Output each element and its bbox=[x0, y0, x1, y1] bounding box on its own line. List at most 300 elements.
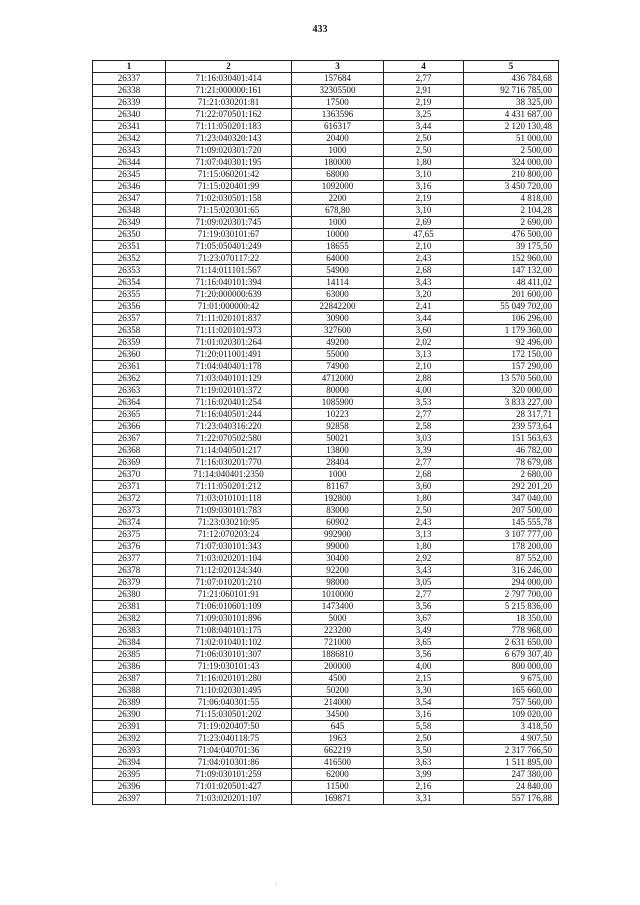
area-cell: 1085900 bbox=[292, 397, 384, 409]
table-row bbox=[93, 313, 559, 325]
value-cell: 320 000,00 bbox=[464, 385, 559, 397]
value-cell: 5 215 836,00 bbox=[464, 601, 559, 613]
rate-cell: 2,50 bbox=[384, 133, 464, 145]
area-cell: 1000 bbox=[292, 469, 384, 481]
table-row bbox=[93, 409, 559, 421]
cadastral-number-cell: 71:15:030501:202 bbox=[166, 709, 292, 721]
row-number-cell: 26356 bbox=[93, 301, 166, 313]
cadastral-number-cell: 71:06:040301:55 bbox=[166, 697, 292, 709]
table-row bbox=[93, 697, 559, 709]
area-cell: 678,80 bbox=[292, 205, 384, 217]
rate-cell: 2,43 bbox=[384, 517, 464, 529]
table-row bbox=[93, 469, 559, 481]
table-row bbox=[93, 241, 559, 253]
cadastral-number-cell: 71:21:000000:161 bbox=[166, 85, 292, 97]
row-number-cell: 26339 bbox=[93, 97, 166, 109]
table-row bbox=[93, 157, 559, 169]
area-cell: 4500 bbox=[292, 673, 384, 685]
value-cell: 476 500,00 bbox=[464, 229, 559, 241]
rate-cell: 1,80 bbox=[384, 157, 464, 169]
cadastral-number-cell: 71:22:070501:162 bbox=[166, 109, 292, 121]
row-number-cell: 26376 bbox=[93, 541, 166, 553]
row-number-cell: 26360 bbox=[93, 349, 166, 361]
cadastral-number-cell: 71:23:040316:220 bbox=[166, 421, 292, 433]
value-cell: 6 679 307,40 bbox=[464, 649, 559, 661]
cadastral-number-cell: 71:12:070203:24 bbox=[166, 529, 292, 541]
table-row bbox=[93, 301, 559, 313]
table-row bbox=[93, 373, 559, 385]
rate-cell: 3,53 bbox=[384, 397, 464, 409]
area-cell: 4712000 bbox=[292, 373, 384, 385]
row-number-cell: 26358 bbox=[93, 325, 166, 337]
rate-cell: 2,43 bbox=[384, 253, 464, 265]
rate-cell: 2,16 bbox=[384, 781, 464, 793]
value-cell: 152 960,00 bbox=[464, 253, 559, 265]
cadastral-number-cell: 71:04:040401:178 bbox=[166, 361, 292, 373]
rate-cell: 2,77 bbox=[384, 589, 464, 601]
value-cell: 3 833 227,00 bbox=[464, 397, 559, 409]
rate-cell: 2,19 bbox=[384, 193, 464, 205]
area-cell: 180000 bbox=[292, 157, 384, 169]
table-row bbox=[93, 229, 559, 241]
rate-cell: 2,68 bbox=[384, 265, 464, 277]
row-number-cell: 26338 bbox=[93, 85, 166, 97]
cadastral-number-cell: 71:21:030201:81 bbox=[166, 97, 292, 109]
rate-cell: 47,65 bbox=[384, 229, 464, 241]
row-number-cell: 26353 bbox=[93, 265, 166, 277]
value-cell: 13 570 560,00 bbox=[464, 373, 559, 385]
area-cell: 416500 bbox=[292, 757, 384, 769]
value-cell: 178 200,00 bbox=[464, 541, 559, 553]
area-cell: 68000 bbox=[292, 169, 384, 181]
cadastral-number-cell: 71:16:030401:414 bbox=[166, 73, 292, 85]
area-cell: 1363596 bbox=[292, 109, 384, 121]
rate-cell: 3,13 bbox=[384, 529, 464, 541]
area-cell: 99000 bbox=[292, 541, 384, 553]
table-row bbox=[93, 481, 559, 493]
table-row bbox=[93, 733, 559, 745]
rate-cell: 3,16 bbox=[384, 181, 464, 193]
table-row bbox=[93, 601, 559, 613]
row-number-cell: 26367 bbox=[93, 433, 166, 445]
row-number-cell: 26369 bbox=[93, 457, 166, 469]
column-header: 2 bbox=[166, 61, 292, 73]
value-cell: 92 496,00 bbox=[464, 337, 559, 349]
area-cell: 214000 bbox=[292, 697, 384, 709]
table-row bbox=[93, 493, 559, 505]
row-number-cell: 26379 bbox=[93, 577, 166, 589]
rate-cell: 3,50 bbox=[384, 745, 464, 757]
table-row bbox=[93, 145, 559, 157]
value-cell: 210 800,00 bbox=[464, 169, 559, 181]
area-cell: 60902 bbox=[292, 517, 384, 529]
table-row bbox=[93, 781, 559, 793]
row-number-cell: 26362 bbox=[93, 373, 166, 385]
rate-cell: 2,10 bbox=[384, 361, 464, 373]
table-row bbox=[93, 385, 559, 397]
row-number-cell: 26397 bbox=[93, 793, 166, 805]
value-cell: 2 690,00 bbox=[464, 217, 559, 229]
area-cell: 1092000 bbox=[292, 181, 384, 193]
rate-cell: 3,54 bbox=[384, 697, 464, 709]
cadastral-number-cell: 71:07:030101:343 bbox=[166, 541, 292, 553]
rate-cell: 2,91 bbox=[384, 85, 464, 97]
value-cell: 38 325,00 bbox=[464, 97, 559, 109]
row-number-cell: 26383 bbox=[93, 625, 166, 637]
row-number-cell: 26345 bbox=[93, 169, 166, 181]
cadastral-value-table bbox=[92, 60, 559, 805]
value-cell: 239 573,64 bbox=[464, 421, 559, 433]
cadastral-number-cell: 71:11:020101:973 bbox=[166, 325, 292, 337]
table-row bbox=[93, 649, 559, 661]
value-cell: 147 132,00 bbox=[464, 265, 559, 277]
rate-cell: 2,69 bbox=[384, 217, 464, 229]
area-cell: 721000 bbox=[292, 637, 384, 649]
area-cell: 616317 bbox=[292, 121, 384, 133]
rate-cell: 3,65 bbox=[384, 637, 464, 649]
rate-cell: 3,20 bbox=[384, 289, 464, 301]
row-number-cell: 26370 bbox=[93, 469, 166, 481]
area-cell: 10223 bbox=[292, 409, 384, 421]
row-number-cell: 26342 bbox=[93, 133, 166, 145]
cadastral-number-cell: 71:07:010201:210 bbox=[166, 577, 292, 589]
cadastral-number-cell: 71:02:030501:158 bbox=[166, 193, 292, 205]
row-number-cell: 26393 bbox=[93, 745, 166, 757]
row-number-cell: 26396 bbox=[93, 781, 166, 793]
cadastral-number-cell: 71:03:020201:104 bbox=[166, 553, 292, 565]
row-number-cell: 26347 bbox=[93, 193, 166, 205]
table-row bbox=[93, 73, 559, 85]
cadastral-number-cell: 71:14:011101:567 bbox=[166, 265, 292, 277]
table-row bbox=[93, 517, 559, 529]
value-cell: 4 907,50 bbox=[464, 733, 559, 745]
rate-cell: 5,58 bbox=[384, 721, 464, 733]
area-cell: 80000 bbox=[292, 385, 384, 397]
rate-cell: 2,02 bbox=[384, 337, 464, 349]
table-header-row bbox=[93, 61, 559, 73]
value-cell: 4 818,00 bbox=[464, 193, 559, 205]
rate-cell: 2,88 bbox=[384, 373, 464, 385]
cadastral-number-cell: 71:06:030101:307 bbox=[166, 649, 292, 661]
area-cell: 83000 bbox=[292, 505, 384, 517]
value-cell: 1 511 895,00 bbox=[464, 757, 559, 769]
value-cell: 151 563,63 bbox=[464, 433, 559, 445]
area-cell: 1473400 bbox=[292, 601, 384, 613]
cadastral-number-cell: 71:11:050201:183 bbox=[166, 121, 292, 133]
area-cell: 62000 bbox=[292, 769, 384, 781]
table-row bbox=[93, 685, 559, 697]
area-cell: 11500 bbox=[292, 781, 384, 793]
rate-cell: 3,63 bbox=[384, 757, 464, 769]
value-cell: 87 552,00 bbox=[464, 553, 559, 565]
row-number-cell: 26364 bbox=[93, 397, 166, 409]
table-row bbox=[93, 445, 559, 457]
cadastral-number-cell: 71:09:020301:720 bbox=[166, 145, 292, 157]
row-number-cell: 26372 bbox=[93, 493, 166, 505]
cadastral-number-cell: 71:23:040118:75 bbox=[166, 733, 292, 745]
cadastral-number-cell: 71:12:020124:340 bbox=[166, 565, 292, 577]
value-cell: 557 176,88 bbox=[464, 793, 559, 805]
area-cell: 5000 bbox=[292, 613, 384, 625]
area-cell: 662219 bbox=[292, 745, 384, 757]
cadastral-number-cell: 71:01:020301:264 bbox=[166, 337, 292, 349]
area-cell: 22842200 bbox=[292, 301, 384, 313]
cadastral-number-cell: 71:05:050401:249 bbox=[166, 241, 292, 253]
rate-cell: 1,80 bbox=[384, 541, 464, 553]
row-number-cell: 26365 bbox=[93, 409, 166, 421]
area-cell: 645 bbox=[292, 721, 384, 733]
cadastral-number-cell: 71:09:030101:259 bbox=[166, 769, 292, 781]
table-row bbox=[93, 709, 559, 721]
rate-cell: 3,60 bbox=[384, 481, 464, 493]
table-row bbox=[93, 121, 559, 133]
cadastral-number-cell: 71:15:020401:99 bbox=[166, 181, 292, 193]
value-cell: 3 107 777,00 bbox=[464, 529, 559, 541]
rate-cell: 2,50 bbox=[384, 733, 464, 745]
row-number-cell: 26349 bbox=[93, 217, 166, 229]
row-number-cell: 26380 bbox=[93, 589, 166, 601]
row-number-cell: 26377 bbox=[93, 553, 166, 565]
area-cell: 2200 bbox=[292, 193, 384, 205]
table-body bbox=[93, 73, 559, 805]
column-header: 1 bbox=[93, 61, 166, 73]
area-cell: 20400 bbox=[292, 133, 384, 145]
area-cell: 992900 bbox=[292, 529, 384, 541]
rate-cell: 2,92 bbox=[384, 553, 464, 565]
rate-cell: 3,43 bbox=[384, 565, 464, 577]
row-number-cell: 26341 bbox=[93, 121, 166, 133]
area-cell: 63000 bbox=[292, 289, 384, 301]
row-number-cell: 26395 bbox=[93, 769, 166, 781]
rate-cell: 3,10 bbox=[384, 205, 464, 217]
scan-dot-mark: · bbox=[275, 880, 278, 889]
cadastral-number-cell: 71:16:030201:770 bbox=[166, 457, 292, 469]
cadastral-number-cell: 71:09:030101:783 bbox=[166, 505, 292, 517]
table-row bbox=[93, 133, 559, 145]
value-cell: 800 000,00 bbox=[464, 661, 559, 673]
row-number-cell: 26361 bbox=[93, 361, 166, 373]
row-number-cell: 26355 bbox=[93, 289, 166, 301]
table-row bbox=[93, 109, 559, 121]
value-cell: 324 000,00 bbox=[464, 157, 559, 169]
cadastral-number-cell: 71:15:020301:65 bbox=[166, 205, 292, 217]
table-row bbox=[93, 217, 559, 229]
row-number-cell: 26381 bbox=[93, 601, 166, 613]
cadastral-number-cell: 71:20:011001:491 bbox=[166, 349, 292, 361]
value-cell: 292 201,20 bbox=[464, 481, 559, 493]
table-row bbox=[93, 97, 559, 109]
rate-cell: 2,10 bbox=[384, 241, 464, 253]
value-cell: 39 175,50 bbox=[464, 241, 559, 253]
scan-dot-mark: · bbox=[88, 420, 91, 429]
table-row bbox=[93, 553, 559, 565]
area-cell: 50200 bbox=[292, 685, 384, 697]
value-cell: 316 246,00 bbox=[464, 565, 559, 577]
table-row bbox=[93, 745, 559, 757]
table-row bbox=[93, 265, 559, 277]
area-cell: 169871 bbox=[292, 793, 384, 805]
value-cell: 172 150,00 bbox=[464, 349, 559, 361]
cadastral-number-cell: 71:19:020101:372 bbox=[166, 385, 292, 397]
area-cell: 55000 bbox=[292, 349, 384, 361]
area-cell: 54900 bbox=[292, 265, 384, 277]
cadastral-number-cell: 71:19:030101:67 bbox=[166, 229, 292, 241]
area-cell: 81167 bbox=[292, 481, 384, 493]
rate-cell: 3,39 bbox=[384, 445, 464, 457]
rate-cell: 3,56 bbox=[384, 601, 464, 613]
value-cell: 18 350,00 bbox=[464, 613, 559, 625]
area-cell: 1886810 bbox=[292, 649, 384, 661]
cadastral-number-cell: 71:22:070502:580 bbox=[166, 433, 292, 445]
area-cell: 200000 bbox=[292, 661, 384, 673]
page-number: 433 bbox=[312, 24, 328, 35]
column-header: 3 bbox=[292, 61, 384, 73]
row-number-cell: 26373 bbox=[93, 505, 166, 517]
value-cell: 157 290,00 bbox=[464, 361, 559, 373]
table-row bbox=[93, 325, 559, 337]
table-row bbox=[93, 457, 559, 469]
rate-cell: 3,67 bbox=[384, 613, 464, 625]
row-number-cell: 26368 bbox=[93, 445, 166, 457]
value-cell: 4 431 687,00 bbox=[464, 109, 559, 121]
rate-cell: 2,77 bbox=[384, 457, 464, 469]
area-cell: 30400 bbox=[292, 553, 384, 565]
row-number-cell: 26352 bbox=[93, 253, 166, 265]
rate-cell: 3,56 bbox=[384, 649, 464, 661]
cadastral-number-cell: 71:16:020101:280 bbox=[166, 673, 292, 685]
area-cell: 30900 bbox=[292, 313, 384, 325]
row-number-cell: 26351 bbox=[93, 241, 166, 253]
rate-cell: 2,77 bbox=[384, 73, 464, 85]
cadastral-number-cell: 71:23:070117:22 bbox=[166, 253, 292, 265]
table-row bbox=[93, 421, 559, 433]
area-cell: 192800 bbox=[292, 493, 384, 505]
rate-cell: 2,15 bbox=[384, 673, 464, 685]
value-cell: 106 296,00 bbox=[464, 313, 559, 325]
table-row bbox=[93, 361, 559, 373]
row-number-cell: 26374 bbox=[93, 517, 166, 529]
value-cell: 1 179 360,00 bbox=[464, 325, 559, 337]
row-number-cell: 26354 bbox=[93, 277, 166, 289]
row-number-cell: 26371 bbox=[93, 481, 166, 493]
value-cell: 78 679,08 bbox=[464, 457, 559, 469]
table-row bbox=[93, 289, 559, 301]
table-row bbox=[93, 529, 559, 541]
rate-cell: 2,19 bbox=[384, 97, 464, 109]
value-cell: 2 317 766,50 bbox=[464, 745, 559, 757]
value-cell: 2 120 130,48 bbox=[464, 121, 559, 133]
value-cell: 247 380,00 bbox=[464, 769, 559, 781]
value-cell: 145 555,78 bbox=[464, 517, 559, 529]
cadastral-number-cell: 71:23:030210:95 bbox=[166, 517, 292, 529]
value-cell: 24 840,00 bbox=[464, 781, 559, 793]
table-row bbox=[93, 757, 559, 769]
value-cell: 2 104,28 bbox=[464, 205, 559, 217]
rate-cell: 4,00 bbox=[384, 661, 464, 673]
row-number-cell: 26392 bbox=[93, 733, 166, 745]
table-row bbox=[93, 721, 559, 733]
row-number-cell: 26350 bbox=[93, 229, 166, 241]
rate-cell: 3,44 bbox=[384, 121, 464, 133]
area-cell: 1963 bbox=[292, 733, 384, 745]
area-cell: 92200 bbox=[292, 565, 384, 577]
area-cell: 64000 bbox=[292, 253, 384, 265]
row-number-cell: 26385 bbox=[93, 649, 166, 661]
area-cell: 1000 bbox=[292, 217, 384, 229]
cadastral-number-cell: 71:03:020201:107 bbox=[166, 793, 292, 805]
table-row bbox=[93, 793, 559, 805]
area-cell: 98000 bbox=[292, 577, 384, 589]
value-cell: 436 784,68 bbox=[464, 73, 559, 85]
table-row bbox=[93, 337, 559, 349]
table-row bbox=[93, 565, 559, 577]
row-number-cell: 26386 bbox=[93, 661, 166, 673]
value-cell: 3 450 720,00 bbox=[464, 181, 559, 193]
table-row bbox=[93, 577, 559, 589]
table-row bbox=[93, 169, 559, 181]
rate-cell: 3,25 bbox=[384, 109, 464, 121]
value-cell: 46 782,00 bbox=[464, 445, 559, 457]
area-cell: 14114 bbox=[292, 277, 384, 289]
table-row bbox=[93, 397, 559, 409]
table-row bbox=[93, 541, 559, 553]
cadastral-number-cell: 71:16:040501:244 bbox=[166, 409, 292, 421]
cadastral-number-cell: 71:02:010401:102 bbox=[166, 637, 292, 649]
value-cell: 778 968,00 bbox=[464, 625, 559, 637]
value-cell: 294 000,00 bbox=[464, 577, 559, 589]
table-row bbox=[93, 625, 559, 637]
cadastral-number-cell: 71:10:020301:495 bbox=[166, 685, 292, 697]
column-header: 5 bbox=[464, 61, 559, 73]
rate-cell: 1,80 bbox=[384, 493, 464, 505]
row-number-cell: 26382 bbox=[93, 613, 166, 625]
rate-cell: 3,99 bbox=[384, 769, 464, 781]
row-number-cell: 26346 bbox=[93, 181, 166, 193]
cadastral-number-cell: 71:11:050201:212 bbox=[166, 481, 292, 493]
area-cell: 34500 bbox=[292, 709, 384, 721]
value-cell: 201 600,00 bbox=[464, 289, 559, 301]
table-row bbox=[93, 661, 559, 673]
area-cell: 50021 bbox=[292, 433, 384, 445]
rate-cell: 3,13 bbox=[384, 349, 464, 361]
area-cell: 18655 bbox=[292, 241, 384, 253]
cadastral-number-cell: 71:11:020101:837 bbox=[166, 313, 292, 325]
table-row bbox=[93, 253, 559, 265]
cadastral-number-cell: 71:08:040101:175 bbox=[166, 625, 292, 637]
cadastral-number-cell: 71:03:010101:118 bbox=[166, 493, 292, 505]
rate-cell: 2,50 bbox=[384, 145, 464, 157]
cadastral-number-cell: 71:07:040301:195 bbox=[166, 157, 292, 169]
table-row bbox=[93, 277, 559, 289]
value-cell: 347 040,00 bbox=[464, 493, 559, 505]
cadastral-number-cell: 71:04:040701:36 bbox=[166, 745, 292, 757]
row-number-cell: 26391 bbox=[93, 721, 166, 733]
row-number-cell: 26343 bbox=[93, 145, 166, 157]
table-row bbox=[93, 433, 559, 445]
row-number-cell: 26384 bbox=[93, 637, 166, 649]
area-cell: 10000 bbox=[292, 229, 384, 241]
row-number-cell: 26394 bbox=[93, 757, 166, 769]
cadastral-number-cell: 71:23:040320:143 bbox=[166, 133, 292, 145]
cadastral-number-cell: 71:20:000000:639 bbox=[166, 289, 292, 301]
area-cell: 92858 bbox=[292, 421, 384, 433]
rate-cell: 3,31 bbox=[384, 793, 464, 805]
cadastral-number-cell: 71:01:000000:42 bbox=[166, 301, 292, 313]
area-cell: 327600 bbox=[292, 325, 384, 337]
cadastral-number-cell: 71:15:060201:42 bbox=[166, 169, 292, 181]
table-row bbox=[93, 193, 559, 205]
row-number-cell: 26375 bbox=[93, 529, 166, 541]
